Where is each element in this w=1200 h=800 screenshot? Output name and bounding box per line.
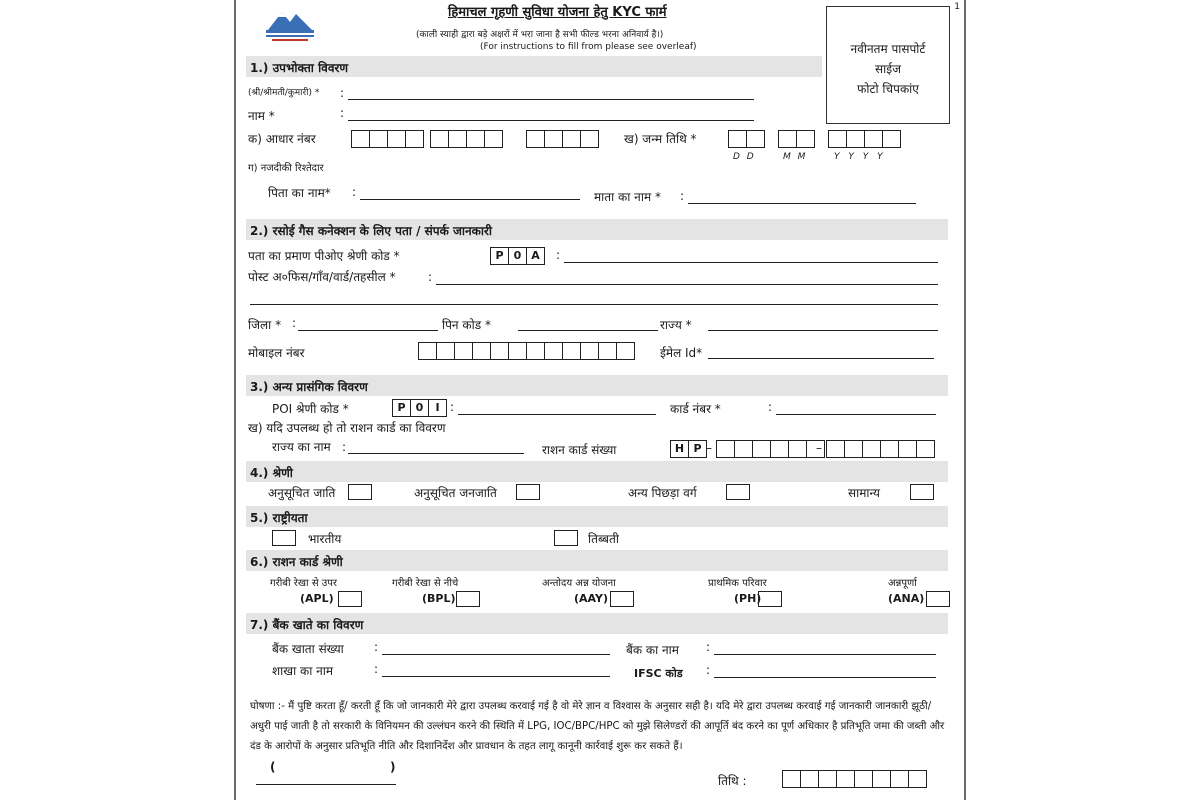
dob-format-day: D D	[733, 152, 756, 162]
branch-label: शाखा का नाम	[272, 664, 334, 678]
state-name-label: राज्य का नाम	[272, 440, 331, 454]
photo-line-3: फोटो चिपकांए	[857, 82, 919, 96]
dob-label: ख) जन्म तिथि *	[624, 132, 697, 146]
email-label: ईमेल Id*	[660, 346, 703, 360]
declaration-text: घोषणा :- मैं पुष्टि करता हूँ/ करती हूँ कि जो जानकारी मेरे द्वारा उपलब्ध करवाई गई है वो मेरे ज्ञान व विश्वास के अनुसार सही है। यदि मेरे द्वारा उपलब्ध करवाई गई जानकारी जानकारी झूठी/ अधुरी पाई जाती है तो सरकारी के विनियमन की उल्लंघन करने की स्थिति में LPG, IOC/BPC/HPC को मुझे सिलेण्डरों की आपूर्ति बंद करने का पूर्ण अधिकार है प्रतिभूति जमा की जब्ती और दंड के आरोपों के अनुसार प्रतिभूति नीति और दिशानिर्देश और प्रावधान के तहत लागू कानूनी कार्रवाई शुरू कर सकते हैं।	[250, 701, 945, 752]
nationality-indian-label: भारतीय	[308, 532, 342, 546]
dob-day[interactable]	[728, 130, 764, 148]
page-number: 1	[954, 2, 960, 12]
address-line-2[interactable]	[250, 304, 938, 305]
colon: :	[556, 248, 561, 262]
colon: :	[706, 640, 711, 654]
dob-format-month: M M	[783, 152, 808, 162]
address-proof-label: पता का प्रमाण पीओए श्रेणी कोड *	[248, 249, 400, 263]
colon: :	[768, 400, 773, 414]
state-label: राज्य *	[660, 318, 692, 332]
card-number-label: कार्ड नंबर *	[670, 402, 721, 416]
father-label: पिता का नाम*	[268, 186, 331, 200]
salutation-label: (श्री/श्रीमती/कुमारी) *	[248, 88, 320, 98]
relative-label: ग) नजदीकी रिश्तेदार	[248, 163, 324, 174]
form-instructions: (For instructions to fill from please see overleaf)	[480, 42, 697, 52]
colon: :	[450, 400, 455, 414]
poa-code[interactable]: P 0 A	[490, 247, 544, 265]
colon: :	[680, 189, 685, 203]
card-number-line[interactable]	[776, 414, 936, 415]
ration-number-label: राशन कार्ड संख्या	[542, 443, 617, 457]
category-obc-label: अन्य पिछड़ा वर्ग	[628, 486, 697, 500]
account-label: बैंक खाता संख्या	[272, 642, 344, 656]
branch-line[interactable]	[382, 676, 610, 677]
mobile-cells[interactable]	[418, 342, 634, 360]
dash: –	[706, 441, 712, 455]
signature-paren-open: (	[270, 760, 276, 774]
poi-line[interactable]	[458, 414, 656, 415]
category-sc-label: अनुसूचित जाति	[268, 486, 336, 500]
poi-code[interactable]: P 0 I	[392, 399, 446, 417]
apl-code: (APL)	[300, 592, 334, 605]
nationality-indian-checkbox[interactable]	[272, 530, 296, 546]
signature-paren-close: )	[390, 760, 396, 774]
form-note: (काली स्याही द्वारा बड़े अक्षरों में भरा जाना है सभी फील्ड भरना अनिवार्य है।)	[416, 30, 664, 40]
ration-if-label: ख) यदि उपलब्ध हो तो राशन कार्ड का विवरण	[248, 421, 446, 435]
aay-code: (AAY)	[574, 592, 608, 605]
aadhaar-group-2[interactable]	[430, 130, 502, 148]
dob-format-year: Y Y Y Y	[834, 152, 886, 162]
mother-line[interactable]	[688, 203, 916, 204]
category-sc-checkbox[interactable]	[348, 484, 372, 500]
bpl-code: (BPL)	[422, 592, 456, 605]
ifsc-label: IFSC कोड	[634, 667, 683, 680]
bank-name-label: बैंक का नाम	[626, 643, 679, 657]
district-line[interactable]	[298, 330, 438, 331]
himachal-logo-icon	[262, 6, 318, 42]
ph-label: प्राथमिक परिवार	[708, 578, 767, 589]
category-obc-checkbox[interactable]	[726, 484, 750, 500]
state-name-line[interactable]	[348, 453, 524, 454]
section-7-header: 7.) बैंक खाते का विवरण	[246, 613, 948, 634]
name-label: नाम *	[248, 109, 275, 123]
photo-line-2: साईज	[874, 62, 902, 76]
post-office-line[interactable]	[436, 284, 938, 285]
date-label: तिथि :	[718, 774, 747, 788]
kyc-form-page	[234, 0, 966, 800]
colon: :	[706, 663, 711, 677]
ifsc-line[interactable]	[714, 677, 936, 678]
colon: :	[292, 316, 297, 330]
section-4-header: 4.) श्रेणी	[246, 461, 948, 482]
dash: –	[816, 441, 822, 455]
ana-code: (ANA)	[888, 592, 925, 605]
section-6-header: 6.) राशन कार्ड श्रेणी	[246, 550, 948, 571]
pin-line[interactable]	[518, 330, 658, 331]
colon: :	[340, 106, 345, 120]
ration-group-1[interactable]	[716, 440, 824, 458]
photo-line-1: नवीनतम पासपोर्ट	[850, 42, 926, 56]
district-label: जिला *	[248, 318, 282, 332]
bpl-label: गरीबी रेखा से नीचे	[392, 578, 459, 589]
name-line[interactable]	[348, 120, 754, 121]
apl-checkbox[interactable]	[338, 591, 362, 607]
section-2-header: 2.) रसोई गैस कनेक्शन के लिए पता / संपर्क जानकारी	[246, 219, 948, 240]
section-5-header: 5.) राष्ट्रीयता	[246, 506, 948, 527]
category-general-label: सामान्य	[848, 486, 881, 500]
state-line[interactable]	[708, 330, 938, 331]
photo-box	[826, 6, 950, 124]
nationality-tibetan-label: तिब्बती	[588, 532, 619, 546]
aay-checkbox[interactable]	[610, 591, 634, 607]
mobile-label: मोबाइल नंबर	[248, 346, 305, 360]
address-proof-line[interactable]	[564, 262, 938, 263]
dob-year[interactable]	[828, 130, 900, 148]
post-office-label: पोस्ट अ०फिस/गाँव/वार्ड/तहसील *	[248, 270, 396, 284]
date-cells[interactable]	[782, 770, 926, 788]
apl-label: गरीबी रेखा से उपर	[270, 578, 338, 589]
aadhaar-group-3[interactable]	[526, 130, 598, 148]
category-st-checkbox[interactable]	[516, 484, 540, 500]
colon: :	[352, 185, 357, 199]
ana-checkbox[interactable]	[926, 591, 950, 607]
hp-prefix[interactable]: H P	[670, 440, 706, 458]
bpl-checkbox[interactable]	[456, 591, 480, 607]
ana-label: अन्नपूर्णा	[888, 578, 917, 589]
form-title: हिमाचल गृहणी सुविधा योजना हेतु KYC फार्म	[448, 5, 667, 20]
nationality-tibetan-checkbox[interactable]	[554, 530, 578, 546]
ration-group-2[interactable]	[826, 440, 934, 458]
bank-name-line[interactable]	[714, 654, 936, 655]
father-line[interactable]	[360, 199, 580, 200]
ph-checkbox[interactable]	[758, 591, 782, 607]
salutation-line[interactable]	[348, 99, 754, 100]
mother-label: माता का नाम *	[594, 190, 661, 204]
account-line[interactable]	[382, 654, 610, 655]
colon: :	[374, 662, 379, 676]
section-1-header: 1.) उपभोक्ता विवरण	[246, 56, 822, 77]
colon: :	[340, 86, 345, 100]
colon: :	[428, 270, 433, 284]
category-st-label: अनुसूचित जनजाति	[414, 486, 497, 500]
email-line[interactable]	[708, 358, 934, 359]
section-3-header: 3.) अन्य प्रासंगिक विवरण	[246, 375, 948, 396]
ph-code: (PH)	[734, 592, 762, 605]
aadhaar-group-1[interactable]	[351, 130, 423, 148]
dob-month[interactable]	[778, 130, 814, 148]
category-general-checkbox[interactable]	[910, 484, 934, 500]
colon: :	[342, 440, 347, 454]
poi-label: POI श्रेणी कोड *	[272, 402, 349, 416]
aadhaar-label: क) आधार नंबर	[248, 132, 316, 146]
pin-label: पिन कोड *	[442, 318, 491, 332]
aay-label: अन्तोदय अन्न योजना	[542, 578, 616, 589]
signature-line[interactable]	[256, 784, 396, 785]
colon: :	[374, 640, 379, 654]
